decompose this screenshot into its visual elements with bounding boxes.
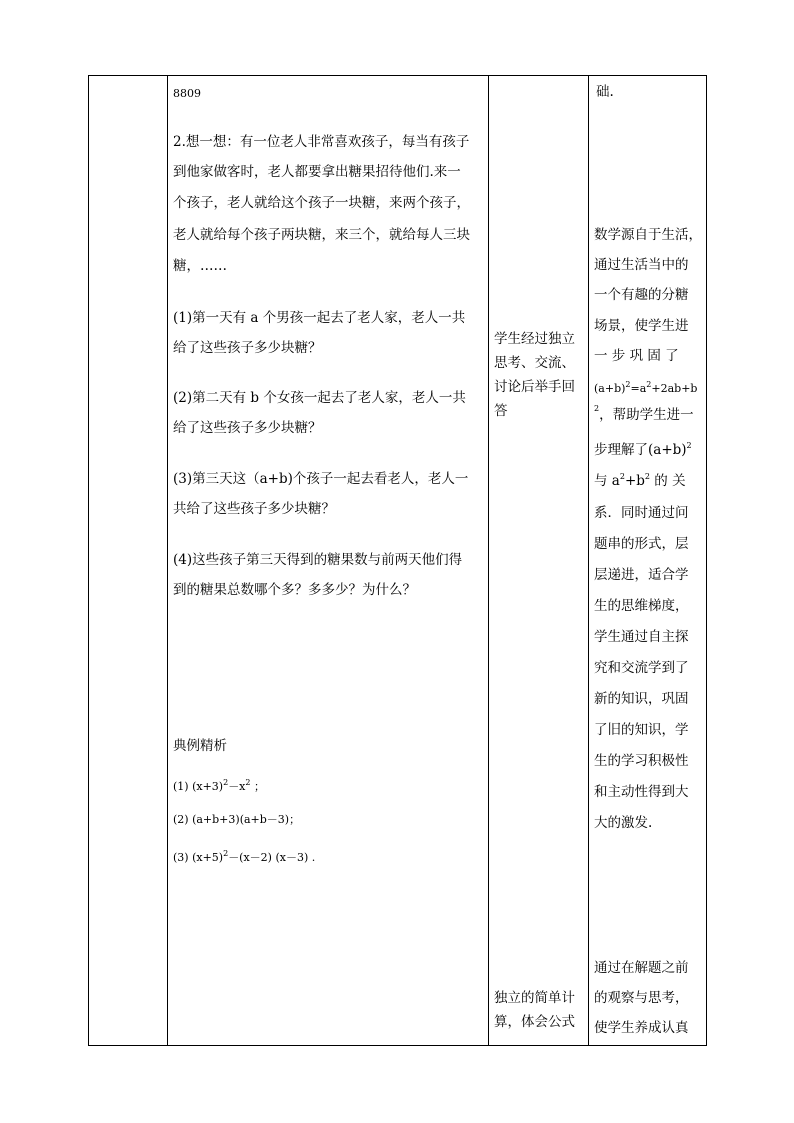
line-code: 8809 — [173, 87, 201, 100]
intent-line: 通过生活当中的 — [594, 257, 689, 273]
intent-line: 通过在解题之前 — [594, 960, 689, 976]
formula-line-2 — [594, 404, 694, 423]
example-1 — [173, 778, 265, 793]
intent-line: 题串的形式，层 — [594, 536, 689, 552]
column-divider-1 — [167, 75, 168, 1046]
intent-line: 新的知识，巩固 — [594, 691, 689, 707]
question-line: (4)这些孩子第三天得到的糖果数与前两天他们得 — [173, 552, 463, 568]
intent-line: 使学生养成认真 — [594, 1020, 689, 1036]
think-line: 2.想一想：有一位老人非常喜欢孩子，每当有孩子 — [173, 134, 470, 150]
question-line: 给了这些孩子多少块糖？ — [173, 340, 322, 356]
table-border-left — [88, 75, 89, 1046]
example-1-part: －x — [228, 780, 246, 793]
exponent: 2 — [686, 441, 692, 450]
intent-line: 和主动性得到大 — [594, 784, 689, 800]
column-divider-2 — [488, 75, 489, 1046]
intent-line: 系．同时通过问 — [594, 505, 689, 521]
example-1-part: (1) (x+3) — [173, 780, 224, 793]
example-3 — [173, 849, 316, 864]
intent-line: 层递进，适合学 — [594, 567, 689, 583]
exponent: 2 — [644, 472, 650, 481]
question-line: 共给了这些孩子多少块糖？ — [173, 501, 335, 517]
think-line: 个孩子，老人就给这个孩子一块糖，来两个孩子， — [173, 195, 470, 211]
student-activity-2: 独立的简单计算，体会公式 — [494, 990, 575, 1030]
intent-line: 生的学习积极性 — [594, 753, 689, 769]
question-line: (3)第三天这（a+b)个孩子一起去看老人，老人一 — [173, 471, 469, 487]
example-3-part: (3) (x+5) — [173, 851, 224, 864]
student-activity-1: 学生经过独立思考、交流、讨论后举手回答 — [494, 331, 575, 419]
example-1-part: ； — [250, 780, 265, 793]
think-line: 老人就给每个孩子两块糖，来三个，就给每人三块 — [173, 227, 470, 243]
question-line: (1)第一天有 a 个男孩一起去了老人家，老人一共 — [173, 310, 466, 326]
intent-line: 了旧的知识，学 — [594, 722, 689, 738]
intent-part: 的 关 — [650, 473, 686, 489]
intent-part: 步理解了(a+b) — [594, 442, 687, 458]
intent-line — [594, 472, 686, 489]
formula-part: =a — [630, 382, 647, 395]
example-3-part: －(x－2) (x－3) . — [228, 851, 316, 864]
question-line: 到的糖果总数哪个多？多多少？为什么？ — [173, 582, 416, 598]
table-border-bottom — [88, 1045, 707, 1046]
exponent: 2 — [245, 778, 251, 787]
example-2: (2) (a+b+3)(a+b－3)； — [173, 813, 301, 826]
intent-line — [594, 441, 692, 458]
formula-part: +2ab+b — [651, 382, 698, 395]
column-divider-3 — [588, 75, 589, 1046]
table-border-top — [88, 75, 707, 76]
intent-line: 一 步 巩 固 了 — [594, 348, 679, 364]
intent-line: 究和交流学到了 — [594, 660, 689, 676]
question-line: (2)第二天有 b 个女孩一起去了老人家，老人一共 — [173, 390, 466, 406]
intent-line: 数学源自于生活， — [594, 227, 702, 243]
intent-line: 学生通过自主探 — [594, 629, 689, 645]
formula-line — [594, 380, 698, 395]
intent-line: 的观察与思考， — [594, 990, 689, 1006]
intent-line: 大的激发. — [594, 815, 653, 831]
right-top-text: 础. — [596, 84, 614, 100]
exponent: 2 — [594, 404, 600, 413]
intent-part: +b — [624, 473, 645, 489]
exponent: 2 — [223, 778, 229, 787]
intent-line: 一个有趣的分糖 — [594, 287, 689, 303]
think-line: 糖，…… — [173, 258, 227, 274]
example-heading: 典例精析 — [173, 738, 227, 754]
exponent: 2 — [223, 849, 229, 858]
exponent: 2 — [619, 472, 625, 481]
exponent: 2 — [625, 380, 631, 389]
exponent: 2 — [646, 380, 652, 389]
question-line: 给了这些孩子多少块糖？ — [173, 420, 322, 436]
intent-part: 与 a — [594, 473, 620, 489]
think-line: 到他家做客时，老人都要拿出糖果招待他们.来一 — [173, 164, 461, 180]
intent-line: 场景，使学生进 — [594, 318, 689, 334]
formula-part: (a+b) — [594, 382, 626, 395]
table-border-right — [706, 75, 707, 1046]
formula-part: ，帮助学生进一 — [599, 407, 694, 423]
intent-line: 生的思维梯度， — [594, 598, 689, 614]
